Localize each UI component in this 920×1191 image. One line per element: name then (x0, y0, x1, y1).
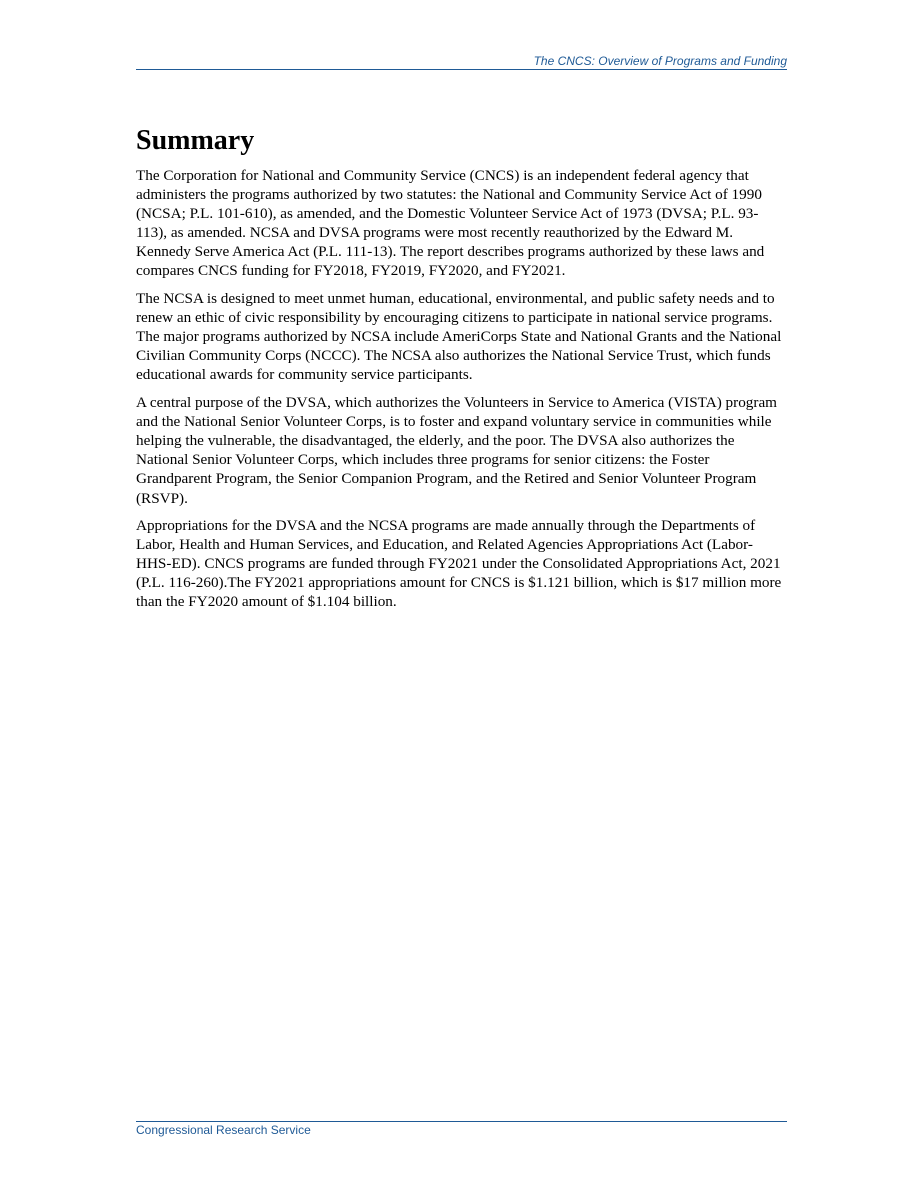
summary-paragraph-2: The NCSA is designed to meet unmet human, educational, environmental, and public safety needs and to renew an ethic of civic responsibility by encouraging citizens to participate in national service programs. The major programs authorized by NCSA include AmeriCorps State and National Grants and the National Civilian Community Corps (NCCC). The NCSA also authorizes the National Service Trust, which funds educational awards for community service participants. (136, 290, 782, 384)
running-footer-source: Congressional Research Service (136, 1123, 311, 1137)
footer-divider (136, 1121, 787, 1122)
summary-paragraph-3: A central purpose of the DVSA, which authorizes the Volunteers in Service to America (VISTA) program and the National Senior Volunteer Corps, is to foster and expand voluntary service in communities while helping the vulnerable, the disadvantaged, the elderly, and the poor. The DVSA also authorizes the National Senior Volunteer Corps, which includes three programs for senior citizens: the Foster Grandparent Program, the Senior Companion Program, and the Retired and Senior Volunteer Program (RSVP). (136, 394, 777, 507)
summary-paragraph-4: Appropriations for the DVSA and the NCSA programs are made annually through the Departments of Labor, Health and Human Services, and Education, and Related Agencies Appropriations Act (Labor-HHS-ED). CNCS programs are funded through FY2021 under the Consolidated Appropriations Act, 2021 (P.L. 116-260).The FY2021 appropriations amount for CNCS is $1.121 billion, which is $17 million more than the FY2020 amount of $1.104 billion. (136, 517, 782, 611)
running-header-title: The CNCS: Overview of Programs and Funding (533, 54, 787, 68)
document-body (136, 122, 788, 620)
header-divider (136, 69, 787, 70)
summary-paragraph-1: The Corporation for National and Community Service (CNCS) is an independent federal agency that administers the programs authorized by two statutes: the National and Community Service Act of 1990 (NCSA; P.L. 101-610), as amended, and the Domestic Volunteer Service Act of 1973 (DVSA; P.L. 93-113), as amended. NCSA and DVSA programs were most recently reauthorized by the Edward M. Kennedy Serve America Act (P.L. 111-13). The report describes programs authorized by these laws and compares CNCS funding for FY2018, FY2019, FY2020, and FY2021. (136, 167, 765, 280)
page-title: Summary (136, 125, 255, 156)
